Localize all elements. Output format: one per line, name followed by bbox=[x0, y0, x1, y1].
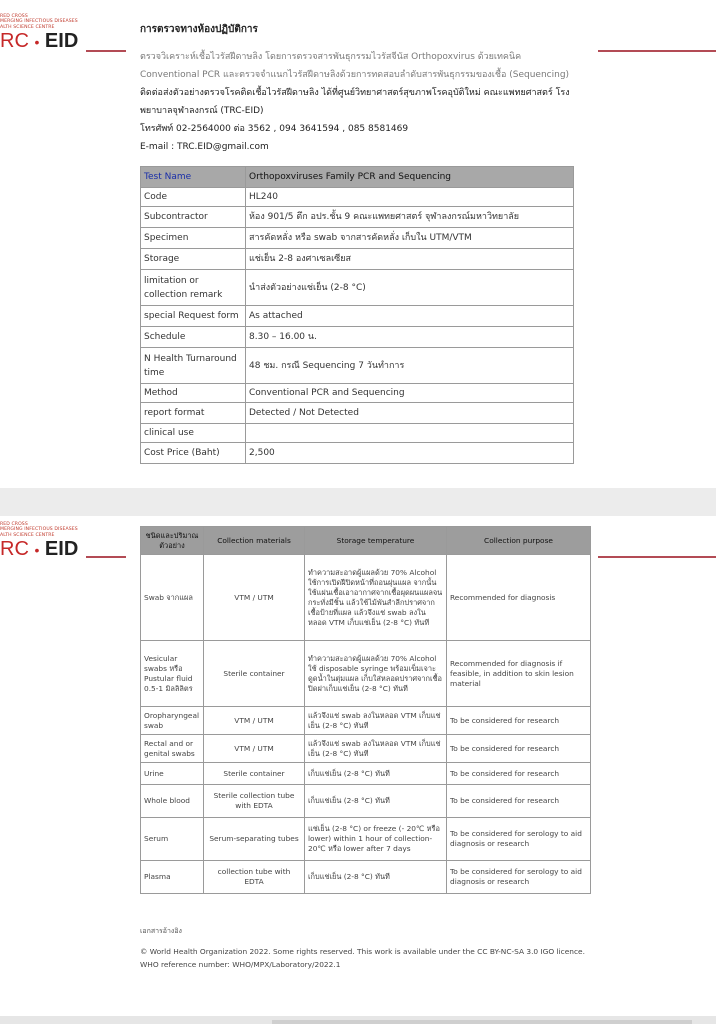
specimen-cell: Oropharyngeal swab bbox=[141, 707, 204, 735]
purpose-cell: Recommended for diagnosis if feasible, in addition to skin lesion material bbox=[447, 641, 591, 707]
column-header: ชนิดและปริมาณตัวอย่าง bbox=[141, 527, 204, 555]
table-row bbox=[141, 707, 591, 735]
logo-dot: • bbox=[34, 542, 40, 559]
table-row bbox=[141, 188, 574, 207]
specimen-cell: Plasma bbox=[141, 861, 204, 894]
storage-cell: เก็บแช่เย็น (2-8 °C) ทันที bbox=[305, 861, 447, 894]
table-header-row bbox=[141, 527, 591, 555]
logo-eid: EID bbox=[44, 30, 79, 53]
logo-small-line: MERGING INFECTIOUS DISEASES bbox=[0, 19, 78, 25]
material-cell: Serum-separating tubes bbox=[204, 818, 305, 861]
row-label: special Request form bbox=[141, 306, 246, 327]
email-line: E-mail : TRC.EID@gmail.com bbox=[140, 142, 269, 152]
logo-small-line: ALTH SCIENCE CENTRE bbox=[0, 24, 55, 30]
storage-cell: เก็บแช่เย็น (2-8 °C) ทันที bbox=[305, 763, 447, 785]
row-value: นำส่งตัวอย่างแช่เย็น (2-8 °C) bbox=[246, 270, 574, 306]
table-row bbox=[141, 327, 574, 348]
storage-cell: แล้วจึงแช่ swab ลงในหลอด VTM เก็บแช่เย็น (2-8 °C) ทันที bbox=[305, 707, 447, 735]
purpose-cell: To be considered for serology to aid diagnosis or research bbox=[447, 818, 591, 861]
purpose-cell: Recommended for diagnosis bbox=[447, 555, 591, 641]
specimen-cell: Whole blood bbox=[141, 785, 204, 818]
table-row bbox=[141, 818, 591, 861]
logo-dot: • bbox=[34, 34, 40, 51]
row-label: limitation or collection remark bbox=[141, 270, 246, 306]
table-header-row bbox=[141, 167, 574, 188]
table-row bbox=[141, 249, 574, 270]
row-value: 8.30 – 16.00 น. bbox=[246, 327, 574, 348]
row-value: ห้อง 901/5 ตึก อปร.ชั้น 9 คณะแพทยศาสตร์ จุฬาลงกรณ์มหาวิทยาลัย bbox=[246, 207, 574, 228]
storage-cell: ทำความสะอาดผู้แผลด้วย 70% Alcohol ใช้ disposable syringe พร้อมเข็มเจาะ ดูดน้ำในตุ่มแผล เก็บใส่หลอดปราศจากเชื้อ ปิดฝาเก็บแช่เย็น (2-8 °C) ทันที bbox=[305, 641, 447, 707]
table-row bbox=[141, 735, 591, 763]
row-label: Specimen bbox=[141, 228, 246, 249]
logo-small-line: RED CROSS bbox=[0, 522, 28, 527]
table-row bbox=[141, 763, 591, 785]
row-value: แช่เย็น 2-8 องศาเซลเซียส bbox=[246, 249, 574, 270]
purpose-cell: To be considered for research bbox=[447, 763, 591, 785]
table-row bbox=[141, 306, 574, 327]
specimen-cell: Serum bbox=[141, 818, 204, 861]
row-value: Detected / Not Detected bbox=[246, 403, 574, 424]
row-label: Code bbox=[141, 188, 246, 207]
storage-cell: แช่เย็น (2-8 °C) or freeze (- 20℃ หรือ lower) within 1 hour of collection-20℃ หรือ lower after 7 days bbox=[305, 818, 447, 861]
purpose-cell: To be considered for research bbox=[447, 735, 591, 763]
logo-small-line: ALTH SCIENCE CENTRE bbox=[0, 532, 55, 538]
page-title: การตรวจทางห้องปฏิบัติการ bbox=[140, 24, 258, 35]
storage-cell: เก็บแช่เย็น (2-8 °C) ทันที bbox=[305, 785, 447, 818]
page-gap bbox=[0, 488, 716, 516]
trc-eid-logo bbox=[0, 522, 78, 561]
column-header: Collection materials bbox=[204, 527, 305, 555]
phone-line: โทรศัพท์ 02-2564000 ต่อ 3562 , 094 3641594 , 085 8581469 bbox=[140, 124, 409, 134]
row-value: Orthopoxviruses Family PCR and Sequencing bbox=[246, 167, 574, 188]
logo-eid: EID bbox=[44, 538, 79, 561]
specimen-cell: Vesicular swabs หรือ Pustular fluid 0.5-1 มิลลิลิตร bbox=[141, 641, 204, 707]
next-page-edge bbox=[0, 1016, 716, 1024]
storage-cell: แล้วจึงแช่ swab ลงในหลอด VTM เก็บแช่เย็น (2-8 °C) ทันที bbox=[305, 735, 447, 763]
logo-small-line: RED CROSS bbox=[0, 14, 28, 19]
specimen-cell: Rectal and or genital swabs bbox=[141, 735, 204, 763]
table-row bbox=[141, 641, 591, 707]
logo-wordmark bbox=[0, 30, 78, 53]
row-value: 2,500 bbox=[246, 443, 574, 464]
specimen-collection-table bbox=[140, 526, 591, 894]
intro-paragraph bbox=[140, 48, 580, 120]
logo-small-line: MERGING INFECTIOUS DISEASES bbox=[0, 527, 78, 533]
storage-cell: ทำความสะอาดผู้แผลด้วย 70% Alcohol ใช้การเปิดฝีปิดหน้าที่ถอนผุ่นแผล จากนั้นใช้แผ่นเชื้อเอาอากาศจากเชื้อผุดผนแผลจนกระทั่งมีชิ้น แล้วใช้ไม้พันสำลีกปราศจากเชื้อป้ายที่แผล แล้วจึงแช่ swab ลงในหลอด VTM เก็บแช่เย็น (2-8 °C) ทันที bbox=[305, 555, 447, 641]
table-row bbox=[141, 785, 591, 818]
table-row bbox=[141, 348, 574, 384]
table-row bbox=[141, 861, 591, 894]
header-rule-left bbox=[86, 556, 126, 558]
material-cell: Sterile container bbox=[204, 763, 305, 785]
table-row bbox=[141, 555, 591, 641]
document-page-1 bbox=[0, 0, 716, 488]
material-cell: Sterile container bbox=[204, 641, 305, 707]
logo-rc: RC bbox=[0, 538, 29, 561]
row-label: Method bbox=[141, 384, 246, 403]
row-label: Storage bbox=[141, 249, 246, 270]
header-rule-right bbox=[598, 556, 716, 558]
row-value: 48 ชม. กรณี Sequencing 7 วันทำการ bbox=[246, 348, 574, 384]
row-label: Test Name bbox=[141, 167, 246, 188]
table-row bbox=[141, 207, 574, 228]
column-header: Collection purpose bbox=[447, 527, 591, 555]
material-cell: VTM / UTM bbox=[204, 555, 305, 641]
table-row bbox=[141, 384, 574, 403]
intro-gray-text: ตรวจวิเคราะห์เชื้อไวรัสฝีดาษลิง โดยการตรวจสารพันธุกรรมไวรัสจีนัส Orthopoxvirus ด้วยเทคนิค Conventional PCR และตรวจจำแนกไวรัสฝีดาษลิงด้วยการทดสอบลำดับสารพันธุกรรมของเชื้อ (Sequencing) bbox=[140, 52, 570, 80]
table-row bbox=[141, 228, 574, 249]
material-cell: VTM / UTM bbox=[204, 707, 305, 735]
row-value: As attached bbox=[246, 306, 574, 327]
table-row bbox=[141, 424, 574, 443]
trc-eid-logo bbox=[0, 14, 78, 53]
specimen-cell: Urine bbox=[141, 763, 204, 785]
purpose-cell: To be considered for serology to aid diagnosis or research bbox=[447, 861, 591, 894]
intro-dark-text: ติดต่อส่งตัวอย่างตรวจโรคติดเชื้อไวรัสฝีดาษลิง ได้ที่ศูนย์วิทยาศาสตร์สุขภาพโรคอุบัติใหม่ คณะแพทยศาสตร์ โรงพยาบาลจุฬาลงกรณ์ (TRC-EID) bbox=[140, 88, 570, 116]
references-text: © World Health Organization 2022. Some rights reserved. This work is available under the CC BY-NC-SA 3.0 IGO licence. WHO reference number: WHO/MPX/Laboratory/2022.1 bbox=[140, 947, 585, 969]
row-value: สารคัดหลั่ง หรือ swab จากสารคัดหลั่ง เก็บใน UTM/VTM bbox=[246, 228, 574, 249]
header-rule-left bbox=[86, 50, 126, 52]
material-cell: collection tube with EDTA bbox=[204, 861, 305, 894]
row-value: HL240 bbox=[246, 188, 574, 207]
test-info-table bbox=[140, 166, 574, 464]
purpose-cell: To be considered for research bbox=[447, 707, 591, 735]
references-label: เอกสารอ้างอิง bbox=[140, 927, 182, 935]
table-row bbox=[141, 403, 574, 424]
table-row bbox=[141, 443, 574, 464]
row-value bbox=[246, 424, 574, 443]
table-row bbox=[141, 270, 574, 306]
logo-rc: RC bbox=[0, 30, 29, 53]
row-label: N Health Turnaround time bbox=[141, 348, 246, 384]
logo-wordmark bbox=[0, 538, 78, 561]
row-label: Cost Price (Baht) bbox=[141, 443, 246, 464]
purpose-cell: To be considered for research bbox=[447, 785, 591, 818]
row-value: Conventional PCR and Sequencing bbox=[246, 384, 574, 403]
header-rule-right bbox=[598, 50, 716, 52]
column-header: Storage temperature bbox=[305, 527, 447, 555]
row-label: Schedule bbox=[141, 327, 246, 348]
material-cell: Sterile collection tube with EDTA bbox=[204, 785, 305, 818]
row-label: Subcontractor bbox=[141, 207, 246, 228]
row-label: report format bbox=[141, 403, 246, 424]
row-label: clinical use bbox=[141, 424, 246, 443]
material-cell: VTM / UTM bbox=[204, 735, 305, 763]
specimen-cell: Swab จากแผล bbox=[141, 555, 204, 641]
